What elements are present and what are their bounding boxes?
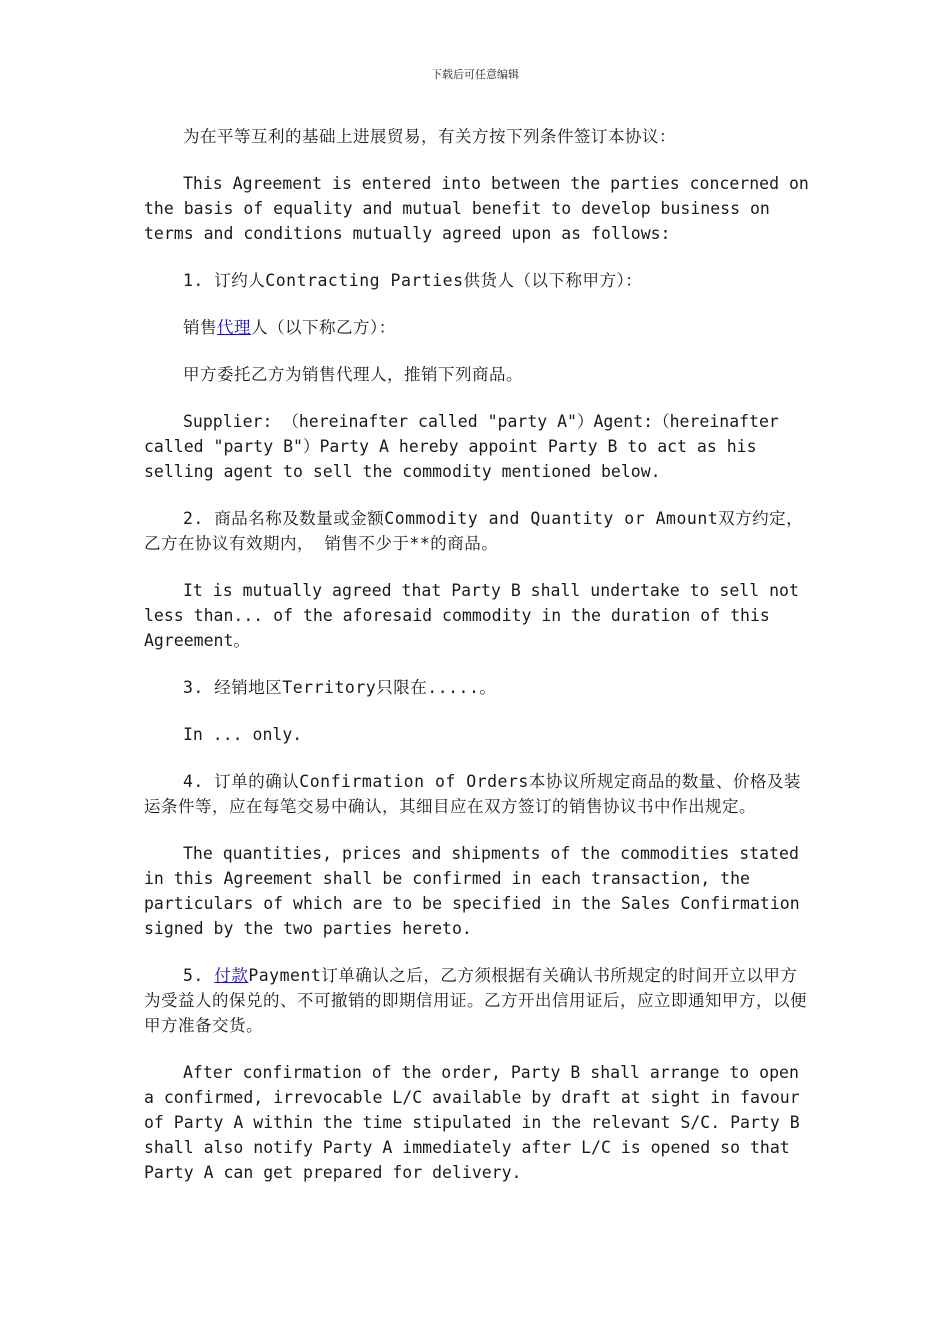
clause-4-paragraph: 4. 订单的确认Confirmation of Orders本协议所规定商品的数量、价格及装运条件等，应在每笔交易中确认，其细目应在双方签订的销售协议书中作出规定。 [144, 772, 801, 816]
clause-5-text: Payment订单确认之后，乙方须根据有关确认书所规定的时间开立以甲方为受益人的保兑的、不可撤销的即期信用证。乙方开出信用证后，应立即通知甲方，以便甲方准备交货。 [144, 966, 807, 1035]
clause-5-number: 5. [183, 966, 215, 985]
clause-5-paragraph-en: After confirmation of the order, Party B shall arrange to open a confirmed, irrevocable L/C available by draft at sight in favour of Party A within the time stipulated in the relevant S/C. Party B shall also notify Party A immediately after L/C is opened so that Party A can get prepared for delivery. [144, 1063, 800, 1182]
page-header: 下载后可任意编辑 [431, 68, 519, 81]
sales-agent-suffix: 人（以下称乙方）： [251, 318, 396, 337]
sales-agent-prefix: 销售 [183, 318, 217, 337]
sales-agent-line [144, 315, 810, 340]
intro-paragraph-en: This Agreement is entered into between the parties concerned on the basis of equality and mutual benefit to develop business on terms and conditions mutually agreed upon as follows: [144, 174, 809, 243]
clause-2-paragraph: 2. 商品名称及数量或金额Commodity and Quantity or Amount双方约定，乙方在协议有效期内， 销售不少于**的商品。 [144, 509, 804, 553]
payment-link[interactable]: 付款 [214, 966, 249, 985]
appointment-paragraph-zh: 甲方委托乙方为销售代理人，推销下列商品。 [183, 365, 523, 384]
clause-4-paragraph-en: The quantities, prices and shipments of the commodities stated in this Agreement shall be confirmed in each transaction, the particulars of which are to be specified in the Sales Confirmation signed by the two parties hereto. [144, 844, 800, 938]
appointment-paragraph-en: Supplier: （hereinafter called "party A"）Agent:（hereinafter called "party B"）Party A hereby appoint Party B to act as his selling agent to sell the commodity mentioned below. [144, 412, 779, 481]
document-body [144, 124, 810, 1207]
clause-2-paragraph-en: It is mutually agreed that Party B shall undertake to sell not less than... of the aforesaid commodity in the duration of this Agreement。 [144, 581, 799, 650]
clause-3-paragraph: 3. 经销地区Territory只限在.....。 [183, 678, 497, 697]
intro-paragraph-zh: 为在平等互利的基础上进展贸易，有关方按下列条件签订本协议： [183, 127, 676, 146]
clause-3-paragraph-en: In ... only. [183, 725, 303, 744]
clause-5-paragraph [144, 963, 810, 1038]
clause-1-heading: 1. 订约人Contracting Parties供货人（以下称甲方）： [183, 271, 643, 290]
agent-link[interactable]: 代理 [217, 318, 251, 337]
